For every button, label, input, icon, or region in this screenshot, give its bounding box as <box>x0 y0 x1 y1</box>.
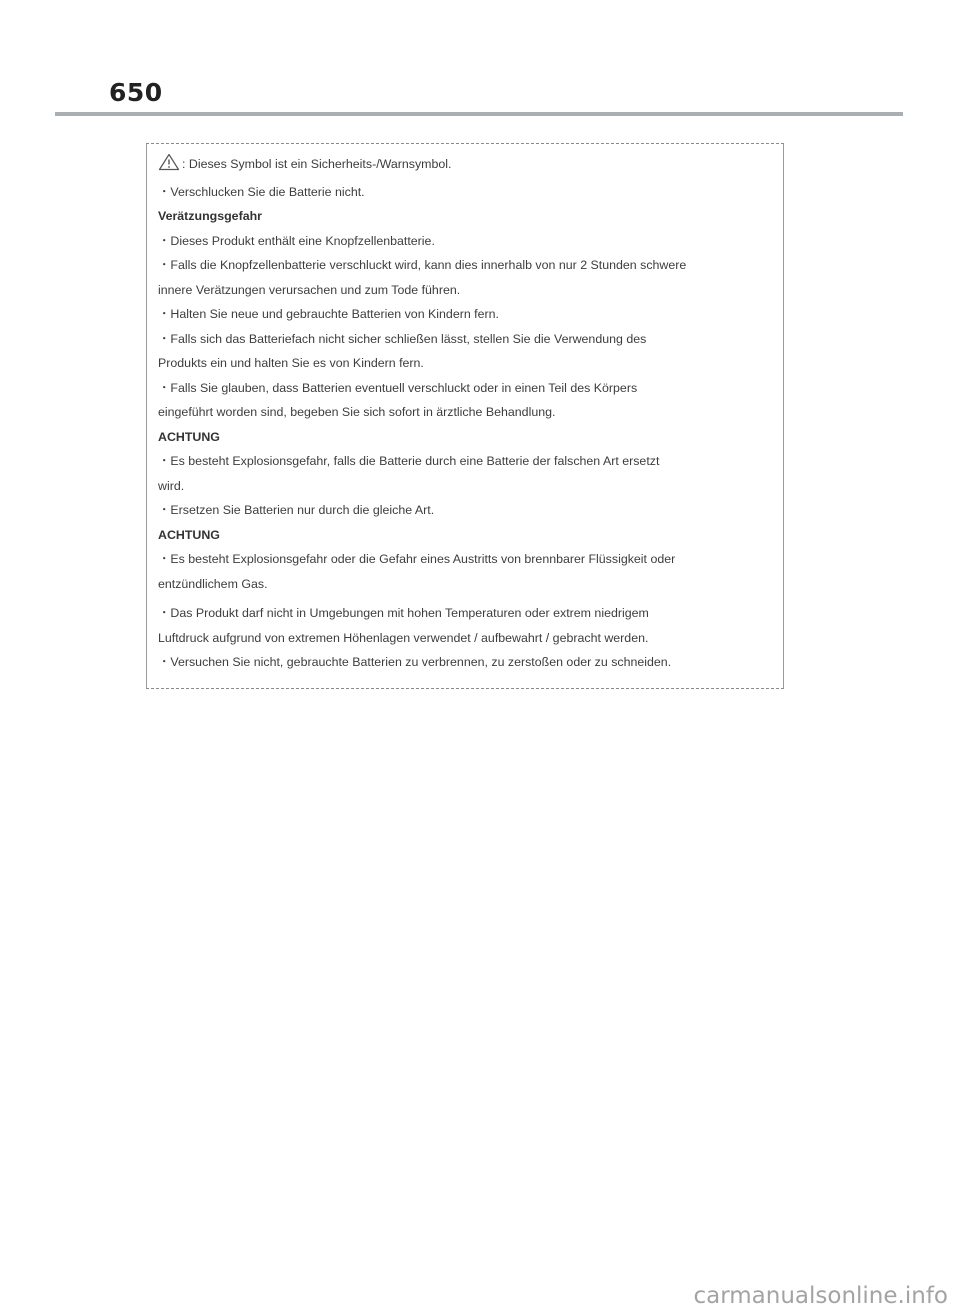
warning-text-line: ・Es besteht Explosionsgefahr, falls die Batterie durch eine Batterie der falschen Art ersetzt <box>158 454 660 468</box>
battery-warning-box <box>146 143 784 689</box>
warning-symbol-line <box>158 152 775 180</box>
warning-text-line: ・Es besteht Explosionsgefahr oder die Gefahr eines Austritts von brennbarer Flüssigkeit oder <box>158 552 676 566</box>
warning-heading: ACHTUNG <box>158 527 220 542</box>
warning-text-line: ・Verschlucken Sie die Batterie nicht. <box>158 184 365 199</box>
warning-heading: Verätzungsgefahr <box>158 209 262 223</box>
warning-text-line: entzündlichem Gas. <box>158 576 268 591</box>
warning-text-line: eingeführt worden sind, begeben Sie sich sofort in ärztliche Behandlung. <box>158 405 556 419</box>
warning-text-line: ・Ersetzen Sie Batterien nur durch die gleiche Art. <box>158 503 435 517</box>
header-rule <box>55 112 903 116</box>
warning-text-line: Produkts ein und halten Sie es von Kindern fern. <box>158 356 424 370</box>
warning-text-line: Luftdruck aufgrund von extremen Höhenlagen verwendet / aufbewahrt / gebracht werden. <box>158 630 649 645</box>
warning-text-line: wird. <box>158 478 185 493</box>
warning-text-line: ・Falls Sie glauben, dass Batterien eventuell verschluckt oder in einen Teil des Körpers <box>158 380 638 395</box>
warning-text-line: ・Versuchen Sie nicht, gebrauchte Batterien zu verbrennen, zu zerstoßen oder zu schneiden. <box>158 655 672 669</box>
warning-lines <box>158 180 775 675</box>
warning-triangle-icon <box>158 153 180 180</box>
page-number: 650 <box>109 78 163 107</box>
warning-heading: ACHTUNG <box>158 429 220 444</box>
warning-text-line: ・Falls die Knopfzellenbatterie verschluckt wird, kann dies innerhalb von nur 2 Stunden schwere <box>158 258 687 272</box>
warning-text-line: ・Dieses Produkt enthält eine Knopfzellenbatterie. <box>158 233 435 248</box>
warning-text-line: innere Verätzungen verursachen und zum Tode führen. <box>158 282 461 297</box>
warning-symbol-text: : Dieses Symbol ist ein Sicherheits-/Warnsymbol. <box>182 157 452 171</box>
warning-text-line: ・Falls sich das Batteriefach nicht sicher schließen lässt, stellen Sie die Verwendung des <box>158 331 647 346</box>
warning-text-line: ・Halten Sie neue und gebrauchte Batterien von Kindern fern. <box>158 307 499 321</box>
warning-text-line: ・Das Produkt darf nicht in Umgebungen mit hohen Temperaturen oder extrem niedrigem <box>158 606 649 620</box>
footer-watermark[interactable]: carmanualsonline.info <box>693 1283 948 1309</box>
